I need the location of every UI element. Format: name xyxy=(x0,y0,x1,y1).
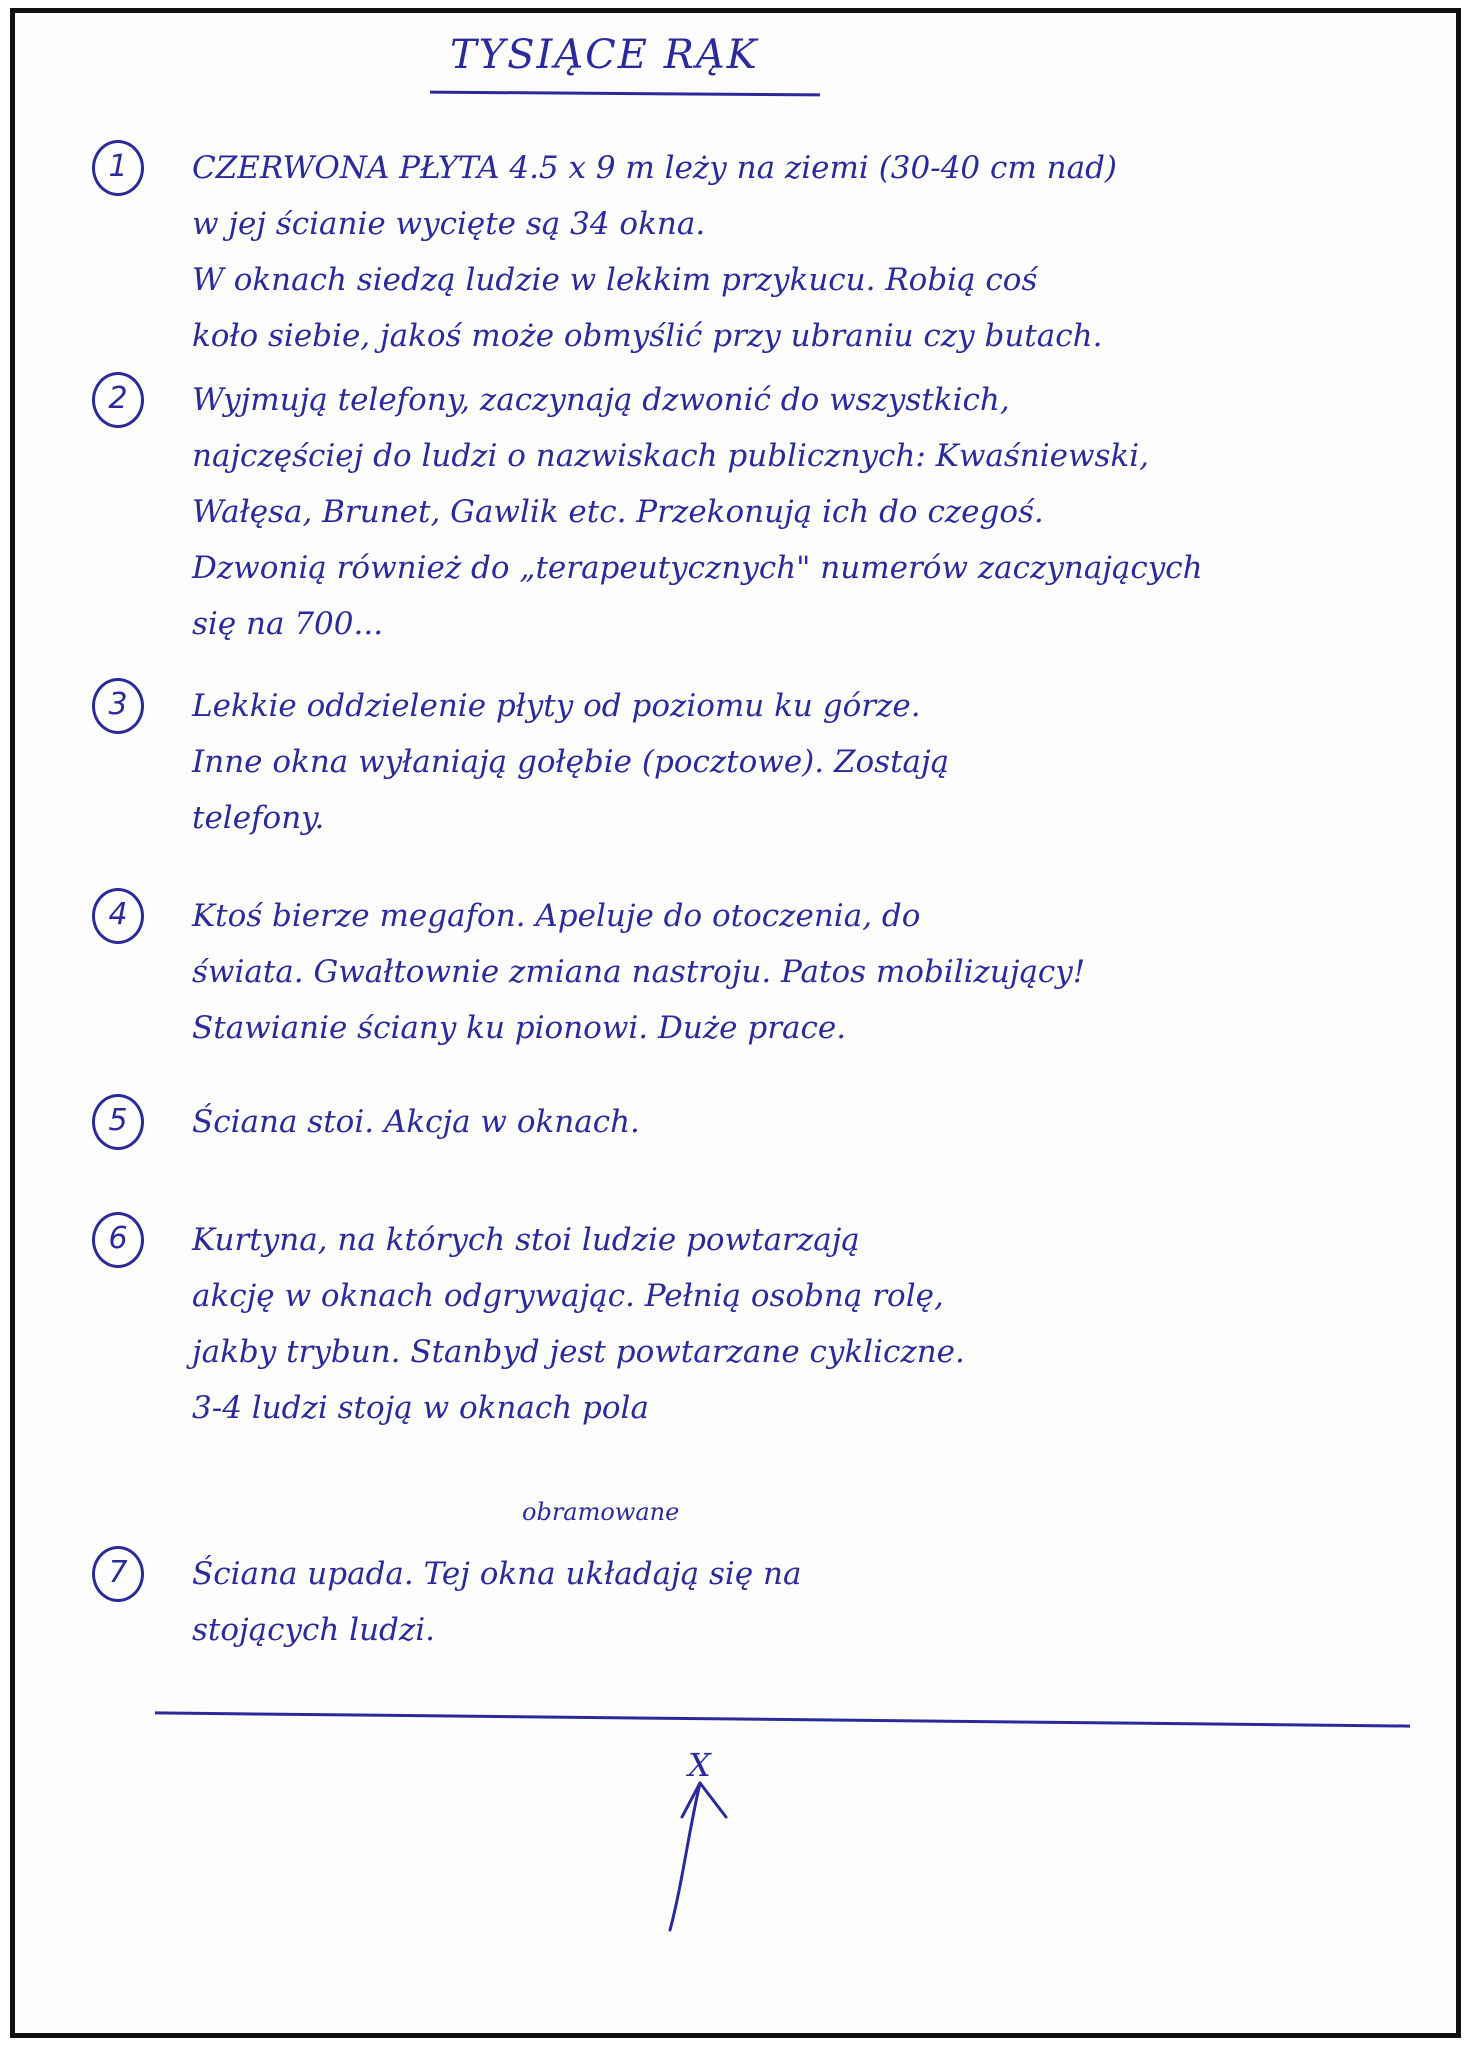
item-line: telefony. xyxy=(192,800,325,836)
item-line: W oknach siedzą ludzie w lekkim przykucu. Robią coś xyxy=(192,262,1038,298)
item-line: Inne okna wyłaniają gołębie (pocztowe). Zostają xyxy=(192,744,950,780)
item-line: jakby trybun. Stanbyd jest powtarzane cykliczne. xyxy=(192,1334,965,1370)
item-line: Lekkie oddzielenie płyty od poziomu ku górze. xyxy=(192,688,921,724)
item-number: 1 xyxy=(92,140,144,196)
item-line: koło siebie, jakoś może obmyślić przy ubraniu czy butach. xyxy=(192,318,1103,354)
item-number: 5 xyxy=(92,1094,144,1150)
item-line: w jej ścianie wycięte są 34 okna. xyxy=(192,206,706,242)
x-mark: X xyxy=(688,1746,711,1784)
item-line: się na 700... xyxy=(192,606,384,642)
item-number: 3 xyxy=(92,678,144,734)
item-line: Stawianie ściany ku pionowi. Duże prace. xyxy=(192,1010,847,1046)
item-number: 7 xyxy=(92,1546,144,1602)
item-line: Ściana upada. Tej okna układają się na xyxy=(192,1556,802,1592)
item-line: najczęściej do ludzi o nazwiskach publicznych: Kwaśniewski, xyxy=(192,438,1149,474)
item-line: akcję w oknach odgrywając. Pełnią osobną rolę, xyxy=(192,1278,944,1314)
item-line: Ściana stoi. Akcja w oknach. xyxy=(192,1104,640,1140)
page-title: TYSIĄCE RĄK xyxy=(450,32,759,78)
item-number: 4 xyxy=(92,888,144,944)
item-line: 3-4 ludzi stoją w oknach pola xyxy=(192,1390,649,1426)
item-line: CZERWONA PŁYTA 4.5 x 9 m leży na ziemi (30-40 cm nad) xyxy=(192,150,1118,186)
inserted-word: obramowane xyxy=(522,1498,680,1526)
item-line: Kurtyna, na których stoi ludzie powtarzają xyxy=(192,1222,860,1258)
item-number: 6 xyxy=(92,1212,144,1268)
item-line: Wałęsa, Brunet, Gawlik etc. Przekonują ich do czegoś. xyxy=(192,494,1044,530)
item-line: Dzwonią również do „terapeutycznych" numerów zaczynających xyxy=(192,550,1203,586)
item-number: 2 xyxy=(92,372,144,428)
item-line: Wyjmują telefony, zaczynają dzwonić do wszystkich, xyxy=(192,382,1010,418)
item-line: Ktoś bierze megafon. Apeluje do otoczenia, do xyxy=(192,898,921,934)
item-line: stojących ludzi. xyxy=(192,1612,436,1648)
item-line: świata. Gwałtownie zmiana nastroju. Patos mobilizujący! xyxy=(192,954,1086,990)
